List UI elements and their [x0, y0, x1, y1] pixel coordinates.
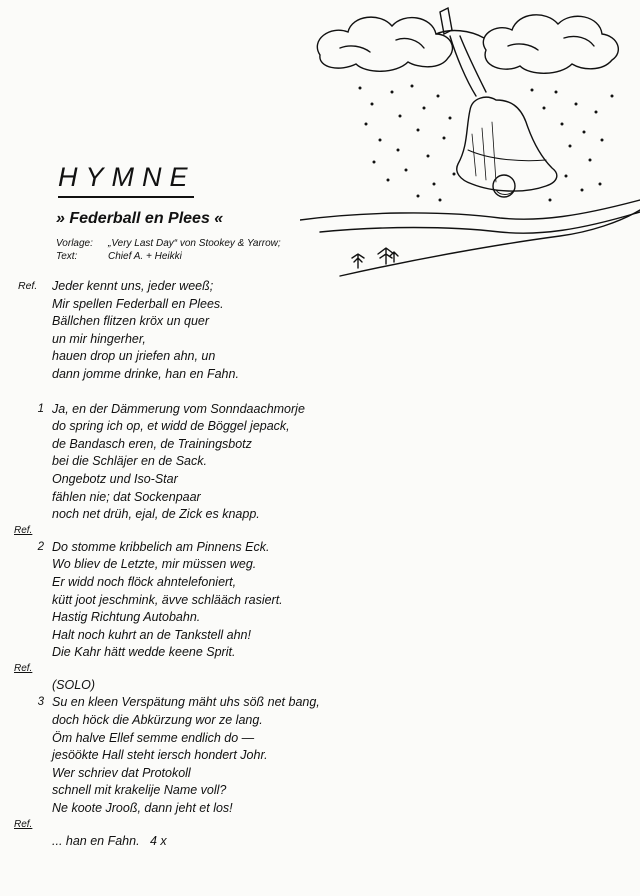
title-underline — [58, 196, 194, 198]
song-subtitle: » Federball en Plees « — [56, 210, 224, 227]
lyric-line: Öm halve Ellef semme endlich do — — [52, 730, 255, 745]
refrain-marker: Ref. — [14, 818, 33, 830]
lyric-line: Bällchen flitzen kröx un quer — [52, 314, 210, 329]
lyric-line: Wo bliev de Letzte, mir müssen weg. — [52, 557, 257, 572]
refrain-block — [0, 278, 640, 384]
lyric-line: Su en kleen Verspätung mäht uhs söß net bang, — [52, 695, 320, 710]
credit-value: „Very Last Day“ von Stookey & Yarrow; — [108, 238, 281, 249]
refrain-marker: Ref. — [14, 662, 33, 674]
lyric-line: Wer schriev dat Protokoll — [52, 765, 191, 780]
solo-label: (SOLO) — [52, 677, 96, 692]
credit-label: Text: — [56, 251, 78, 262]
verse-1 — [0, 401, 640, 524]
lyric-line: fählen nie; dat Sockenpaar — [52, 489, 201, 504]
credit-label: Vorlage: — [56, 238, 93, 249]
lyric-line: do spring ich op, et widd de Böggel jepack, — [52, 419, 290, 434]
lyric-line: noch net drüh, ejal, de Zick es knapp. — [52, 507, 260, 522]
lyric-line: Halt noch kuhrt an de Tankstell ahn! — [52, 627, 251, 642]
lyric-line: Er widd noch flöck ahntelefoniert, — [52, 574, 237, 589]
lyric-line: Ne koote Jrooß, dann jeht et los! — [52, 801, 233, 816]
outro-line: ... han en Fahn. 4 x — [52, 833, 167, 848]
credits — [56, 237, 281, 263]
lyric-line: hauen drop un jriefen ahn, un — [52, 349, 216, 364]
lyric-line: Hastig Richtung Autobahn. — [52, 610, 201, 625]
verse-number: 3 — [37, 696, 44, 709]
refrain-marker: Ref. — [18, 280, 38, 292]
lyric-line: dann jomme drinke, han en Fahn. — [52, 366, 239, 381]
credit-text — [56, 250, 281, 263]
verse-3-body — [37, 694, 640, 817]
lyric-line: Ja, en der Dämmerung vom Sonndaachmorje — [52, 401, 305, 416]
verse-number: 2 — [37, 540, 44, 553]
lyric-line: bei die Schläjer en de Sack. — [52, 454, 207, 469]
lyric-line: Die Kahr hätt wedde keene Sprit. — [52, 645, 236, 660]
lyric-line: Jeder kennt uns, jeder weeß; — [52, 279, 214, 293]
lyric-line: un mir hingerher, — [52, 331, 146, 346]
spacer — [0, 384, 640, 401]
lyric-line: Mir spellen Federball en Plees. — [52, 296, 224, 311]
bell-cloud-illustration — [300, 0, 640, 290]
verse-number: 1 — [37, 402, 44, 415]
lyric-line: doch höck die Abkürzung wor ze lang. — [52, 713, 263, 728]
lyric-line: Do stomme kribbelich am Pinnens Eck. — [52, 539, 270, 554]
lyric-line: schnell mit krakelije Name voll? — [52, 783, 227, 798]
lyric-line: Ongebotz und Iso-Star — [52, 471, 178, 486]
lyric-line: de Bandasch eren, de Trainingsbotz — [52, 436, 252, 451]
song-title: HYMNE — [58, 162, 196, 192]
verse-2 — [0, 539, 640, 662]
lyric-line: jesöökte Hall steht iersch hondert Johr. — [52, 748, 268, 763]
refrain-marker: Ref. — [14, 524, 33, 536]
verse-3 — [0, 677, 640, 818]
credit-value: Chief A. + Heikki — [108, 251, 182, 262]
credit-melody — [56, 237, 281, 250]
outro-block — [0, 833, 640, 851]
lyric-line: kütt joot jeschmink, ävve schlääch rasiert. — [52, 592, 283, 607]
lyrics — [0, 278, 640, 850]
